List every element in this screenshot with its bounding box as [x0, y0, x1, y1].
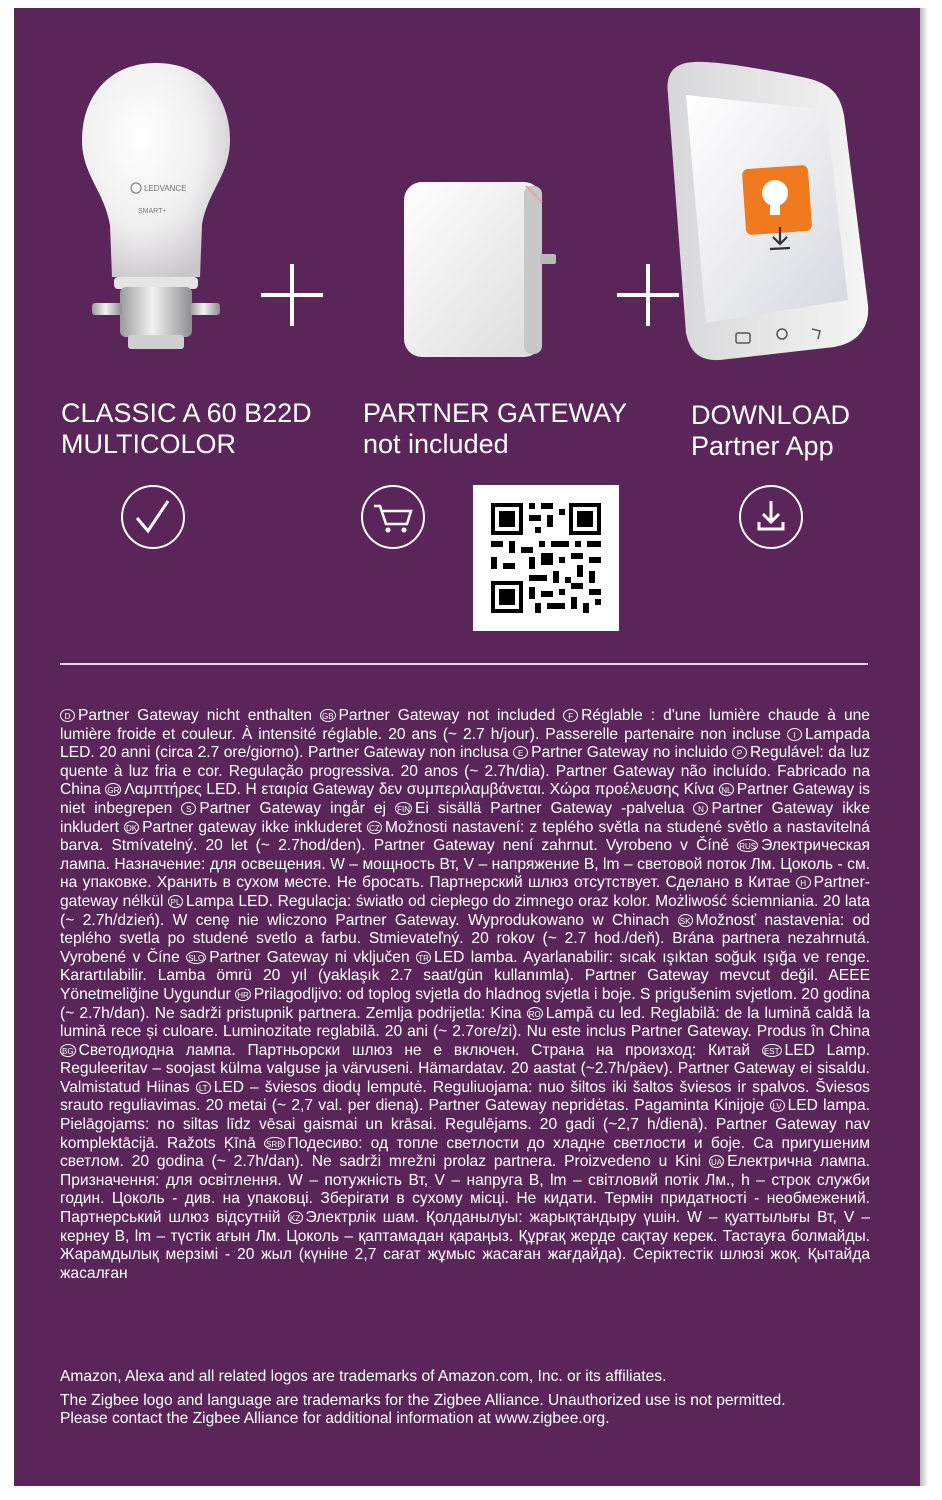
country-code-badge: DK [124, 821, 139, 834]
panel-shadow [920, 8, 928, 1486]
country-code-badge: KZ [288, 1211, 303, 1224]
legal-segment-text: Электрлік шам. Қолданылуы: жарықтандыру үшін. W – қуаттылығы Вт, V – кернеу В, lm – түстік ағын Лм. Цоколь – қаптамадан қараңыз. Құрғақ жерде сақтау керек. Тастауға болмайды. Жарамдылық мерзімі - 20 жыл (күніне 2,7 сағат жұмыс жасаған жағдайда). Серіктестік шлюзі жоқ. Қытайда жасалған [60, 1209, 870, 1282]
legal-segment-text: Regulável: da luz quente à luz fria e cor. Regulação progressiva. 20 anos (~ 2.7h/dia). Partner Gateway não incluído. Fabricado na China [60, 744, 870, 799]
download-icon [739, 485, 803, 549]
legal-text [60, 707, 870, 1283]
legal-segment-text: Partner Gateway nicht enthalten [78, 707, 312, 724]
legal-segment-text: Partner Gateway not included [338, 707, 556, 724]
country-code-badge: EST [762, 1044, 782, 1057]
legal-segment-text: Partner Gateway ingår ej [199, 799, 387, 817]
country-code-badge: SLO [186, 951, 206, 964]
country-code-badge: HR [235, 988, 251, 1001]
product-bulb-line1: CLASSIC A 60 B22D [61, 398, 312, 428]
legal-segment-text: LED lampa. Pielāgojams: no siltas līdz vēsai gaismai un krāsai. Regulējams. 20 gadi (~2,7 h/dienā). Partner Gateway nav komplektācijā. Ražots Ķīnā [60, 1097, 870, 1152]
product-label-gateway [363, 398, 627, 460]
legal-segment-text: Partner Gateway no incluido [531, 744, 728, 762]
country-code-badge: E [513, 746, 528, 759]
product-app-line1: DOWNLOAD [691, 400, 851, 430]
country-code-badge: P [732, 746, 747, 759]
legal-segment-text: LED – šviesos diodų lemputė. Reguliuojama: nuo šiltos iki šaltos šviesos ir spalvos. Šviesos srauto reguliavimas. 20 metai (~ 2,7 val. per dieną). Partner Gateway nepridėtas. Pagaminta Kinijoje [60, 1078, 870, 1115]
legal-segment-text: Partner gateway ikke inkluderet [142, 818, 362, 836]
legal-segment-text: Подесиво: од топле светлости до хладне светлости и боје. Са пригушеним светлом. 20 godina (~ 2.7h/dan). Ne sadrži mrežni prolaz partnera. Proizvedeno u Kini [60, 1134, 870, 1171]
product-bulb-line2: MULTICOLOR [61, 429, 237, 459]
section-divider [60, 663, 868, 665]
country-code-badge: TR [416, 951, 431, 964]
country-code-badge: H [796, 876, 811, 889]
gateway-plug-image [396, 172, 566, 362]
country-code-badge: BG [60, 1044, 76, 1057]
country-code-badge: GR [105, 783, 121, 796]
bulb-smart-text: SMART+ [138, 208, 167, 215]
smartphone-image [662, 55, 876, 365]
legal-segment-text: Lampă cu led. Reglabilă: de la lumină caldă la lumină rece și culoare. Luminozitate reglabilă. 20 ani (~ 2.7ore/zi). Nu este inclus Partner Gateway. Produs în China [60, 1004, 871, 1041]
product-label-bulb [61, 398, 312, 460]
zigbee-contact-text: Please contact the Zigbee Alliance for additional information at www.zigbee.org. [60, 1410, 610, 1427]
country-code-badge: D [60, 709, 75, 722]
legal-segment-text: Možnosti nastavení: z teplého světla na studené světlo a nastavitelná barva. Stmívatelný. 20 let (~ 2.7hod/den). Partner Gateway není zahrnut. Vyrobeno v Číně [60, 818, 870, 855]
checkmark-icon [121, 485, 185, 549]
legal-segment-text: LED lamba. Ayarlanabilir: sıcak ışıktan soğuk ışığa ve renge. Karartılabilir. Lamba ömrü 20 yıl (yaklaşık 2.7 saat/gün kullanımla). Partner Gateway mevcut değil. AEEE Yönetmeliğine Uygundur [60, 948, 870, 1003]
legal-segment-text: Prilagodljivo: od toplog svjetla do hladnog svjetla i boje. S prigušenim svjetlom. 20 godina (~ 2.7h/dan). Ne sadrži pristupnik partnera. Zemlja podrijetla: Kina [60, 985, 870, 1022]
plus-sign-1 [259, 262, 325, 328]
product-gateway-line1: PARTNER GATEWAY [363, 398, 628, 428]
legal-segment-text: Réglable : d'une lumière chaude à une lumière froide et couleur. À intensité réglable. 20 ans (~ 2.7 h/jour). Passerelle partenaire non incluse [60, 707, 870, 743]
country-code-badge: LT [196, 1081, 211, 1094]
country-code-badge: N [693, 802, 708, 815]
legal-segment-text: Λαμπτήρες LED. Η εταιρία Gateway δεν συμπεριλαμβάνεται. Χώρα προέλευσης Κίνα [124, 781, 715, 799]
legal-segment-text: Partner Gateway is niet inbegrepen [60, 781, 870, 817]
country-code-badge: SK [678, 914, 693, 927]
product-gateway-line2: not included [363, 429, 509, 459]
country-code-badge: RO [527, 1007, 543, 1020]
shopping-cart-icon [361, 485, 425, 549]
legal-segment-text: Partner Gateway ikke inkludert [60, 799, 871, 836]
country-code-badge: F [563, 709, 578, 722]
zigbee-trademark-text: The Zigbee logo and language are trademarks for the Zigbee Alliance. Unauthorized use is not permitted. [60, 1392, 786, 1409]
legal-segment-text: Partner-gateway nélkül [60, 874, 870, 910]
country-code-badge: RUS [737, 839, 758, 852]
country-code-badge: GB [320, 709, 336, 722]
legal-segment-text: Электрическая лампа. Назначение: для освещения. W – мощность Вт, V – напряжение В, lm – световой поток Лм. Цоколь - см. на упаковке. Хранить в сухом месте. Не бросать. Партнерский шлюз отсутствует. Сделано в Китае [60, 837, 870, 892]
country-code-badge: NL [719, 783, 734, 796]
product-label-app [691, 400, 850, 462]
legal-segment-text: Partner Gateway ni vključen [209, 948, 410, 966]
country-code-badge: FIN [395, 802, 412, 815]
country-code-badge: S [181, 802, 196, 815]
country-code-badge: PL [168, 895, 183, 908]
country-code-badge: CZ [367, 821, 382, 834]
legal-segment-text: Lampada LED. 20 anni (circa 2.7 ore/giorno). Partner Gateway non inclusa [60, 725, 870, 762]
country-code-badge: SRB [264, 1137, 284, 1150]
legal-segment-text: Светодиодна лампа. Партньорски шлюз не е включен. Страна на произход: Китай [78, 1041, 751, 1059]
product-app-line2: Partner App [691, 431, 834, 461]
amazon-trademark-text: Amazon, Alexa and all related logos are trademarks of Amazon.com, Inc. or its affiliates. [60, 1368, 667, 1385]
light-bulb-image [76, 55, 236, 365]
country-code-badge: UA [709, 1155, 724, 1168]
legal-segment-text: Електрична лампа. Призначення: для освітлення. W – потужність Вт, V – напруга В, lm – світловий потік Лм., h – строк служби годин. Цоколь - див. на упаковці. Зберігати в сухому місці. Не кидати. Термін придатності - необмежений. Партнерський шлюз відсутній [60, 1153, 870, 1227]
bulb-brand-text: LEDVANCE [144, 184, 187, 193]
legal-segment-text: Lampa LED. Regulacja: światło od ciepłego do zimnego oraz kolor. Możliwość ściemniania. 20 lata (~ 2.7h/dzień). W cenę nie wliczono Partner Gateway. Wyprodukowano w Chinach [60, 892, 870, 929]
country-code-badge: I [787, 728, 802, 741]
country-code-badge: LV [770, 1099, 785, 1112]
qr-code [473, 485, 619, 631]
legal-segment-text: Ei sisällä Partner Gateway -palvelua [414, 799, 685, 817]
legal-segment-text: LED Lamp. Reguleeritav – soojast külma valguse ja värvuseni. Hämardatav. 20 aastat (~2.7h/päev). Partner Gateway ei sisaldu. Valmistatud Hiinas [60, 1041, 871, 1096]
legal-segment-text: Možnosť nastavenia: od teplého svetla po studené svetlo a farbu. Stmievateľný. 20 rokov (~ 2.7 hod./deň). Brána partnera nezahrnutá. Vyrobené v Číne [60, 911, 870, 966]
